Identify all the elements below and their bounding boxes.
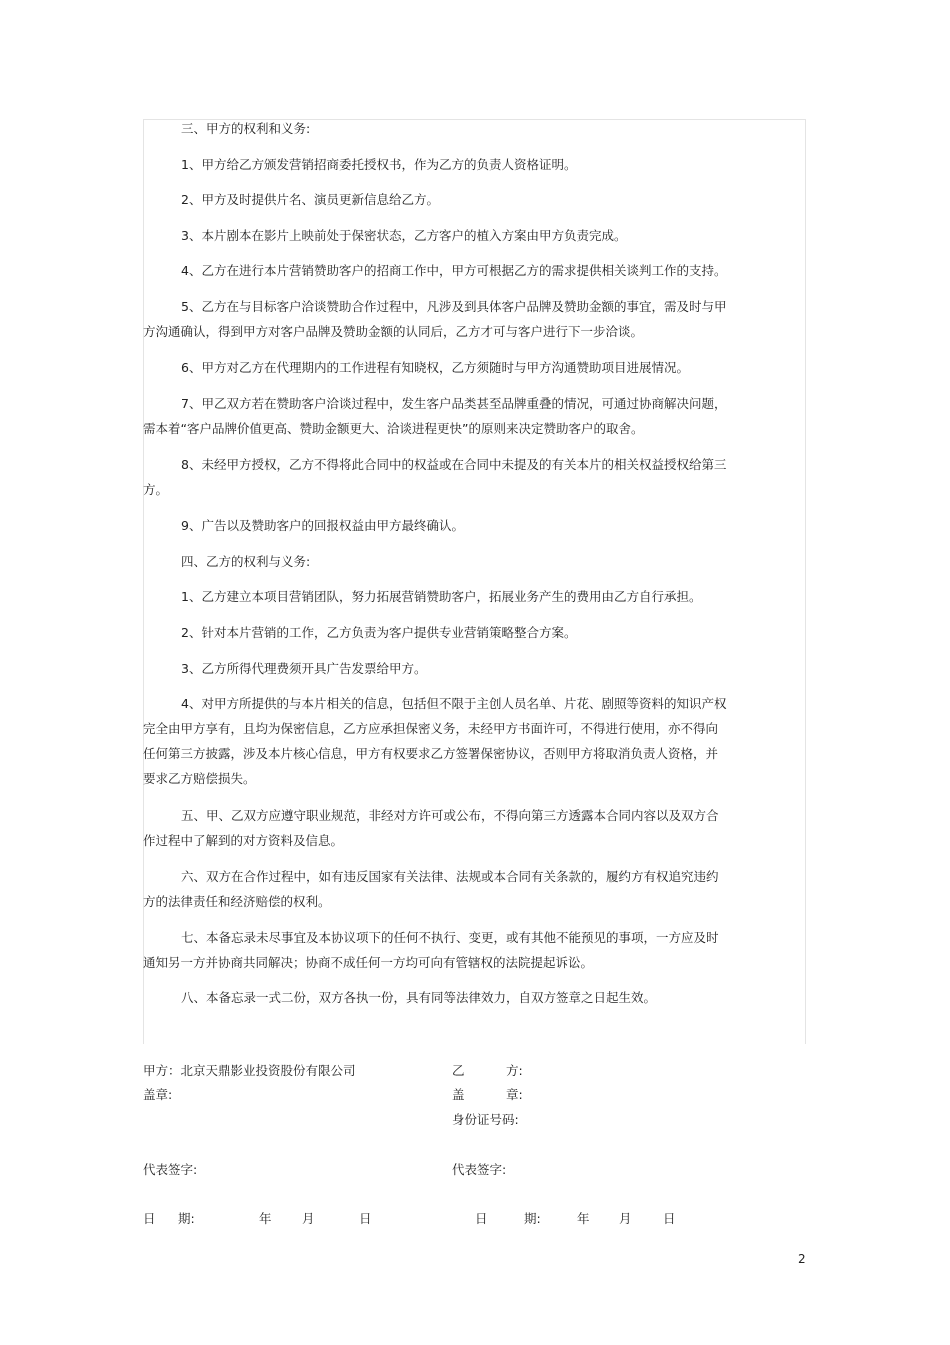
party-b-seal-char1: 盖 xyxy=(452,1087,465,1102)
section4-item2: 2、针对本片营销的工作，乙方负责为客户提供专业营销策略整合方案。 xyxy=(181,625,577,640)
section7: 七、本备忘录未尽事宜及本协议项下的任何不执行、变更，或有其他不能预见的事项，一方应及时 通知另一方并协商共同解决；协商不成任何一方均可向有管辖权的法院提起诉讼。 xyxy=(143,930,719,970)
section3-item4: 4、乙方在进行本片营销赞助客户的招商工作中，甲方可根据乙方的需求提供相关谈判工作的支持。 xyxy=(181,263,727,278)
section3-item8: 8、未经甲方授权，乙方不得将此合同中的权益或在合同中未提及的有关本片的相关权益授权给第三 方。 xyxy=(143,457,727,497)
section3-item5: 5、乙方在与目标客户洽谈赞助合作过程中，凡涉及到具体客户品牌及赞助金额的事宜，需及时与甲 方沟通确认，得到甲方对客户品牌及赞助金额的认同后，乙方才可与客户进行下一步洽谈。 xyxy=(143,299,727,339)
party-b-label-char2: 方: xyxy=(506,1063,523,1078)
party-b-id-label: 身份证号码: xyxy=(452,1112,519,1127)
party-a-seal-label: 盖章: xyxy=(143,1087,173,1102)
section4-item4: 4、对甲方所提供的与本片相关的信息，包括但不限于主创人员名单、片花、剧照等资料的知识产权 完全由甲方享有，且均为保密信息，乙方应承担保密义务，未经甲方书面许可，不得进行使用，亦不得向 任何第三方披露，涉及本片核心信息，甲方有权要求乙方签署保密协议，否则甲方将取消负责人资格，并 要求乙方赔偿损失。 xyxy=(143,696,727,786)
date-a-label-char1: 日 xyxy=(143,1211,156,1226)
section3-item6: 6、甲方对乙方在代理期内的工作进程有知晓权，乙方须随时与甲方沟通赞助项目进展情况。 xyxy=(181,360,689,375)
section4-heading: 四、乙方的权利与义务: xyxy=(181,554,311,569)
section8: 八、本备忘录一式二份，双方各执一份，具有同等法律效力，自双方签章之日起生效。 xyxy=(181,990,657,1005)
section5: 五、甲、乙双方应遵守职业规范，非经对方许可或公布，不得向第三方透露本合同内容以及双方合 作过程中了解到的对方资料及信息。 xyxy=(143,808,719,848)
date-b-day: 日 xyxy=(663,1211,676,1226)
section3-item2: 2、甲方及时提供片名、演员更新信息给乙方。 xyxy=(181,192,439,207)
date-a-label-char2: 期: xyxy=(178,1211,195,1226)
section3-item3: 3、本片剧本在影片上映前处于保密状态，乙方客户的植入方案由甲方负责完成。 xyxy=(181,228,627,243)
section3-item1: 1、甲方给乙方颁发营销招商委托授权书，作为乙方的负责人资格证明。 xyxy=(181,157,577,172)
date-a-month: 月 xyxy=(302,1211,315,1226)
party-a-rep-signature-label: 代表签字: xyxy=(143,1162,198,1177)
date-b-year: 年 xyxy=(577,1211,590,1226)
date-a-day: 日 xyxy=(359,1211,372,1226)
section6: 六、双方在合作过程中，如有违反国家有关法律、法规或本合同有关条款的，履约方有权追究违约 方的法律责任和经济赔偿的权利。 xyxy=(143,869,719,909)
party-b-rep-signature-label: 代表签字: xyxy=(452,1162,507,1177)
page-number: 2 xyxy=(798,1252,806,1266)
date-b-label-char2: 期: xyxy=(524,1211,541,1226)
section4-item3: 3、乙方所得代理费须开具广告发票给甲方。 xyxy=(181,661,427,676)
date-a-year: 年 xyxy=(259,1211,272,1226)
date-b-month: 月 xyxy=(619,1211,632,1226)
section3-item9: 9、广告以及赞助客户的回报权益由甲方最终确认。 xyxy=(181,518,464,533)
section3-heading: 三、甲方的权利和义务: xyxy=(181,121,311,136)
date-b-label-char1: 日 xyxy=(475,1211,488,1226)
party-b-seal-char2: 章: xyxy=(506,1087,523,1102)
section4-item1: 1、乙方建立本项目营销团队，努力拓展营销赞助客户，拓展业务产生的费用由乙方自行承担。 xyxy=(181,589,702,604)
section3-item7: 7、甲乙双方若在赞助客户洽谈过程中，发生客户品类甚至品牌重叠的情况，可通过协商解决问题， 需本着“客户品牌价值更高、赞助金额更大、洽谈进程更快”的原则来决定赞助客户的取舍。 xyxy=(143,396,727,436)
party-b-label-char1: 乙 xyxy=(452,1063,465,1078)
party-a-name: 甲方：北京天鼎影业投资股份有限公司 xyxy=(143,1063,356,1078)
